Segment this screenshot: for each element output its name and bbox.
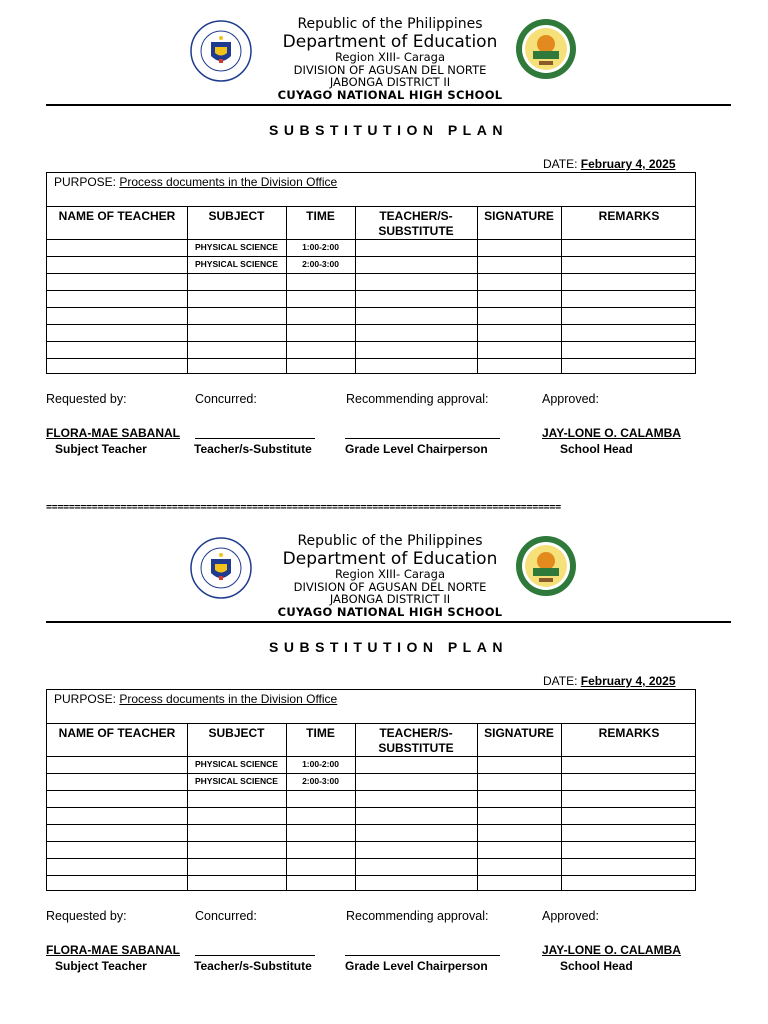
signatory-name: FLORA-MAE SABANAL <box>46 426 180 440</box>
table-column-rule <box>286 723 287 890</box>
header-rule <box>46 621 731 623</box>
table-cell: PHYSICAL SCIENCE <box>195 242 278 252</box>
document-title: SUBSTITUTION PLAN <box>269 639 508 655</box>
column-header: SIGNATURE <box>484 209 554 223</box>
column-header: TIME <box>306 726 335 740</box>
signatory-label: Concurred: <box>195 909 257 923</box>
table-cell: 2:00-3:00 <box>302 776 339 786</box>
signature-blank-line <box>345 438 500 439</box>
table-rule <box>47 273 695 274</box>
table-cell: PHYSICAL SCIENCE <box>195 759 278 769</box>
document-title: SUBSTITUTION PLAN <box>269 122 508 138</box>
header-district: JABONGA DISTRICT II <box>329 75 451 89</box>
substitution-form-1 <box>0 0 768 480</box>
column-header: SIGNATURE <box>484 726 554 740</box>
column-header: REMARKS <box>598 726 660 740</box>
signatory-name: FLORA-MAE SABANAL <box>46 943 180 957</box>
date-label: DATE: <box>543 674 578 688</box>
signatory-name: JAY-LONE O. CALAMBA <box>542 943 681 957</box>
column-header: TEACHER/S- SUBSTITUTE <box>378 209 454 238</box>
table-rule <box>47 723 695 724</box>
header-division: DIVISION OF AGUSAN DEL NORTE <box>293 63 487 77</box>
signatory-label: Requested by: <box>46 392 127 406</box>
signatory-label: Concurred: <box>195 392 257 406</box>
signature-blank-line <box>195 438 315 439</box>
table-rule <box>47 841 695 842</box>
header-rule <box>46 104 731 106</box>
signatory-role: School Head <box>560 442 633 456</box>
table-column-rule <box>477 206 478 373</box>
table-rule <box>47 239 695 240</box>
table-rule <box>47 341 695 342</box>
signatory-role: School Head <box>560 959 633 973</box>
column-header: TEACHER/S- SUBSTITUTE <box>378 726 454 755</box>
table-rule <box>47 756 695 757</box>
purpose-row <box>54 175 337 189</box>
header-republic: Republic of the Philippines <box>297 533 483 549</box>
signatory-label: Recommending approval: <box>346 909 489 923</box>
purpose-label: PURPOSE: <box>54 692 117 706</box>
table-rule <box>47 358 695 359</box>
header-republic: Republic of the Philippines <box>297 16 483 32</box>
purpose-row <box>54 692 337 706</box>
table-rule <box>47 790 695 791</box>
date-label: DATE: <box>543 157 578 171</box>
date-field <box>543 157 676 171</box>
table-column-rule <box>286 206 287 373</box>
table-rule <box>47 875 695 876</box>
signatory-label: Approved: <box>542 392 599 406</box>
substitution-table <box>46 172 696 374</box>
header-department: Department of Education <box>282 32 498 52</box>
column-header: SUBJECT <box>208 726 265 740</box>
column-header: TIME <box>306 209 335 223</box>
substitution-form-2 <box>0 517 768 997</box>
table-cell: PHYSICAL SCIENCE <box>195 776 278 786</box>
header-region: Region XIII- Caraga <box>334 50 446 64</box>
signatory-label: Requested by: <box>46 909 127 923</box>
page-separator: ========================================================================================== <box>46 502 561 513</box>
header-district: JABONGA DISTRICT II <box>329 592 451 606</box>
table-column-rule <box>561 206 562 373</box>
signatory-label: Approved: <box>542 909 599 923</box>
date-value: February 4, 2025 <box>580 674 676 688</box>
table-rule <box>47 807 695 808</box>
purpose-value: Process documents in the Division Office <box>119 175 338 189</box>
header-division: DIVISION OF AGUSAN DEL NORTE <box>293 580 487 594</box>
table-cell: 2:00-3:00 <box>302 259 339 269</box>
column-header: REMARKS <box>598 209 660 223</box>
date-field <box>543 674 676 688</box>
table-rule <box>47 307 695 308</box>
signatory-role: Teacher/s-Substitute <box>194 442 312 456</box>
table-column-rule <box>187 723 188 890</box>
signatory-role: Teacher/s-Substitute <box>194 959 312 973</box>
column-header: NAME OF TEACHER <box>58 209 176 223</box>
signature-blank-line <box>195 955 315 956</box>
header-region: Region XIII- Caraga <box>334 567 446 581</box>
date-value: February 4, 2025 <box>580 157 676 171</box>
table-rule <box>47 256 695 257</box>
signatory-name: JAY-LONE O. CALAMBA <box>542 426 681 440</box>
signatory-role: Grade Level Chairperson <box>345 442 488 456</box>
header-school: CUYAGO NATIONAL HIGH SCHOOL <box>277 605 503 619</box>
table-cell: 1:00-2:00 <box>302 242 339 252</box>
table-cell: PHYSICAL SCIENCE <box>195 259 278 269</box>
signatory-role: Subject Teacher <box>55 442 147 456</box>
table-rule <box>47 824 695 825</box>
header-department: Department of Education <box>282 549 498 569</box>
table-cell: 1:00-2:00 <box>302 759 339 769</box>
column-header: SUBJECT <box>208 209 265 223</box>
table-rule <box>47 290 695 291</box>
substitution-table <box>46 689 696 891</box>
signatory-label: Recommending approval: <box>346 392 489 406</box>
table-rule <box>47 324 695 325</box>
table-rule <box>47 773 695 774</box>
column-header: NAME OF TEACHER <box>58 726 176 740</box>
table-column-rule <box>477 723 478 890</box>
table-column-rule <box>561 723 562 890</box>
signature-blank-line <box>345 955 500 956</box>
signatory-role: Subject Teacher <box>55 959 147 973</box>
purpose-value: Process documents in the Division Office <box>119 692 338 706</box>
table-rule <box>47 858 695 859</box>
table-column-rule <box>187 206 188 373</box>
table-rule <box>47 206 695 207</box>
purpose-label: PURPOSE: <box>54 175 117 189</box>
signatory-role: Grade Level Chairperson <box>345 959 488 973</box>
header-school: CUYAGO NATIONAL HIGH SCHOOL <box>277 88 503 102</box>
